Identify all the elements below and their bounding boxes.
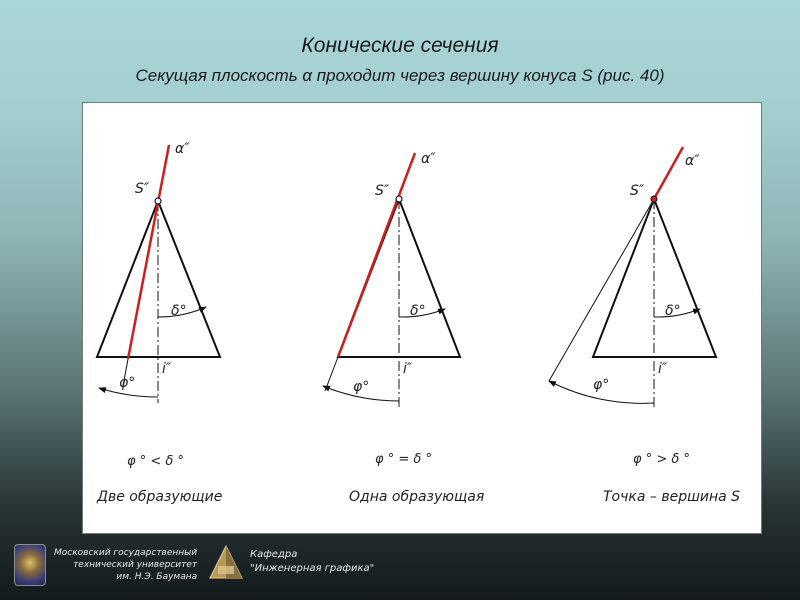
condition-formula: φ ° = δ °: [375, 452, 432, 467]
plane-label: α″: [421, 151, 436, 167]
plane-extension: [325, 357, 338, 391]
condition-formula: φ ° < δ °: [127, 454, 184, 469]
crest-icon: [14, 544, 46, 586]
department-line: "Инженерная графика": [250, 563, 375, 574]
apex-label: S″: [375, 183, 390, 199]
cone-sections-diagram: [83, 103, 761, 533]
university-line: технический университет: [73, 560, 198, 570]
half-angle-label: δ°: [665, 303, 681, 319]
plane-angle-label: φ°: [353, 379, 370, 395]
axis-label: i″: [162, 361, 172, 377]
section-plane-line: [654, 147, 683, 199]
department-block: [208, 542, 374, 582]
drawing-panel: [82, 102, 762, 534]
case-caption: Две образующие: [97, 489, 223, 505]
university-line: Московский государственный: [54, 548, 198, 558]
half-angle-label: δ°: [171, 303, 187, 319]
axis-label: i″: [403, 361, 413, 377]
plane-extension: [549, 199, 654, 381]
case-caption: Точка – вершина S: [603, 489, 741, 505]
page-subtitle: Секущая плоскость α проходит через вершину конуса S (рис. 40): [135, 66, 665, 85]
condition-formula: φ ° > δ °: [633, 452, 690, 467]
plane-angle-label: φ°: [593, 377, 610, 393]
page-title: Конические сечения: [301, 34, 499, 57]
university-name: [54, 547, 197, 583]
case-apex-point: [549, 147, 740, 505]
apex-label: S″: [135, 181, 150, 197]
apex-label: S″: [630, 183, 645, 199]
university-block: [14, 544, 197, 586]
case-one-generatrix: [323, 151, 484, 505]
apex-point: [155, 198, 161, 204]
half-angle-label: δ°: [410, 303, 426, 319]
case-two-generatrices: [96, 141, 222, 505]
plane-label: α″: [685, 153, 700, 169]
case-caption: Одна образующая: [349, 489, 485, 505]
apex-point: [651, 196, 657, 202]
department-line: Кафедра: [250, 549, 298, 560]
university-line: им. Н.Э. Баумана: [116, 572, 198, 582]
section-plane-line: [128, 145, 169, 359]
department-name: [250, 548, 374, 576]
plane-label: α″: [175, 141, 190, 157]
pyramid-logo-icon: [208, 542, 244, 582]
plane-angle-label: φ°: [119, 375, 136, 391]
apex-point: [396, 196, 402, 202]
axis-label: i″: [658, 361, 668, 377]
